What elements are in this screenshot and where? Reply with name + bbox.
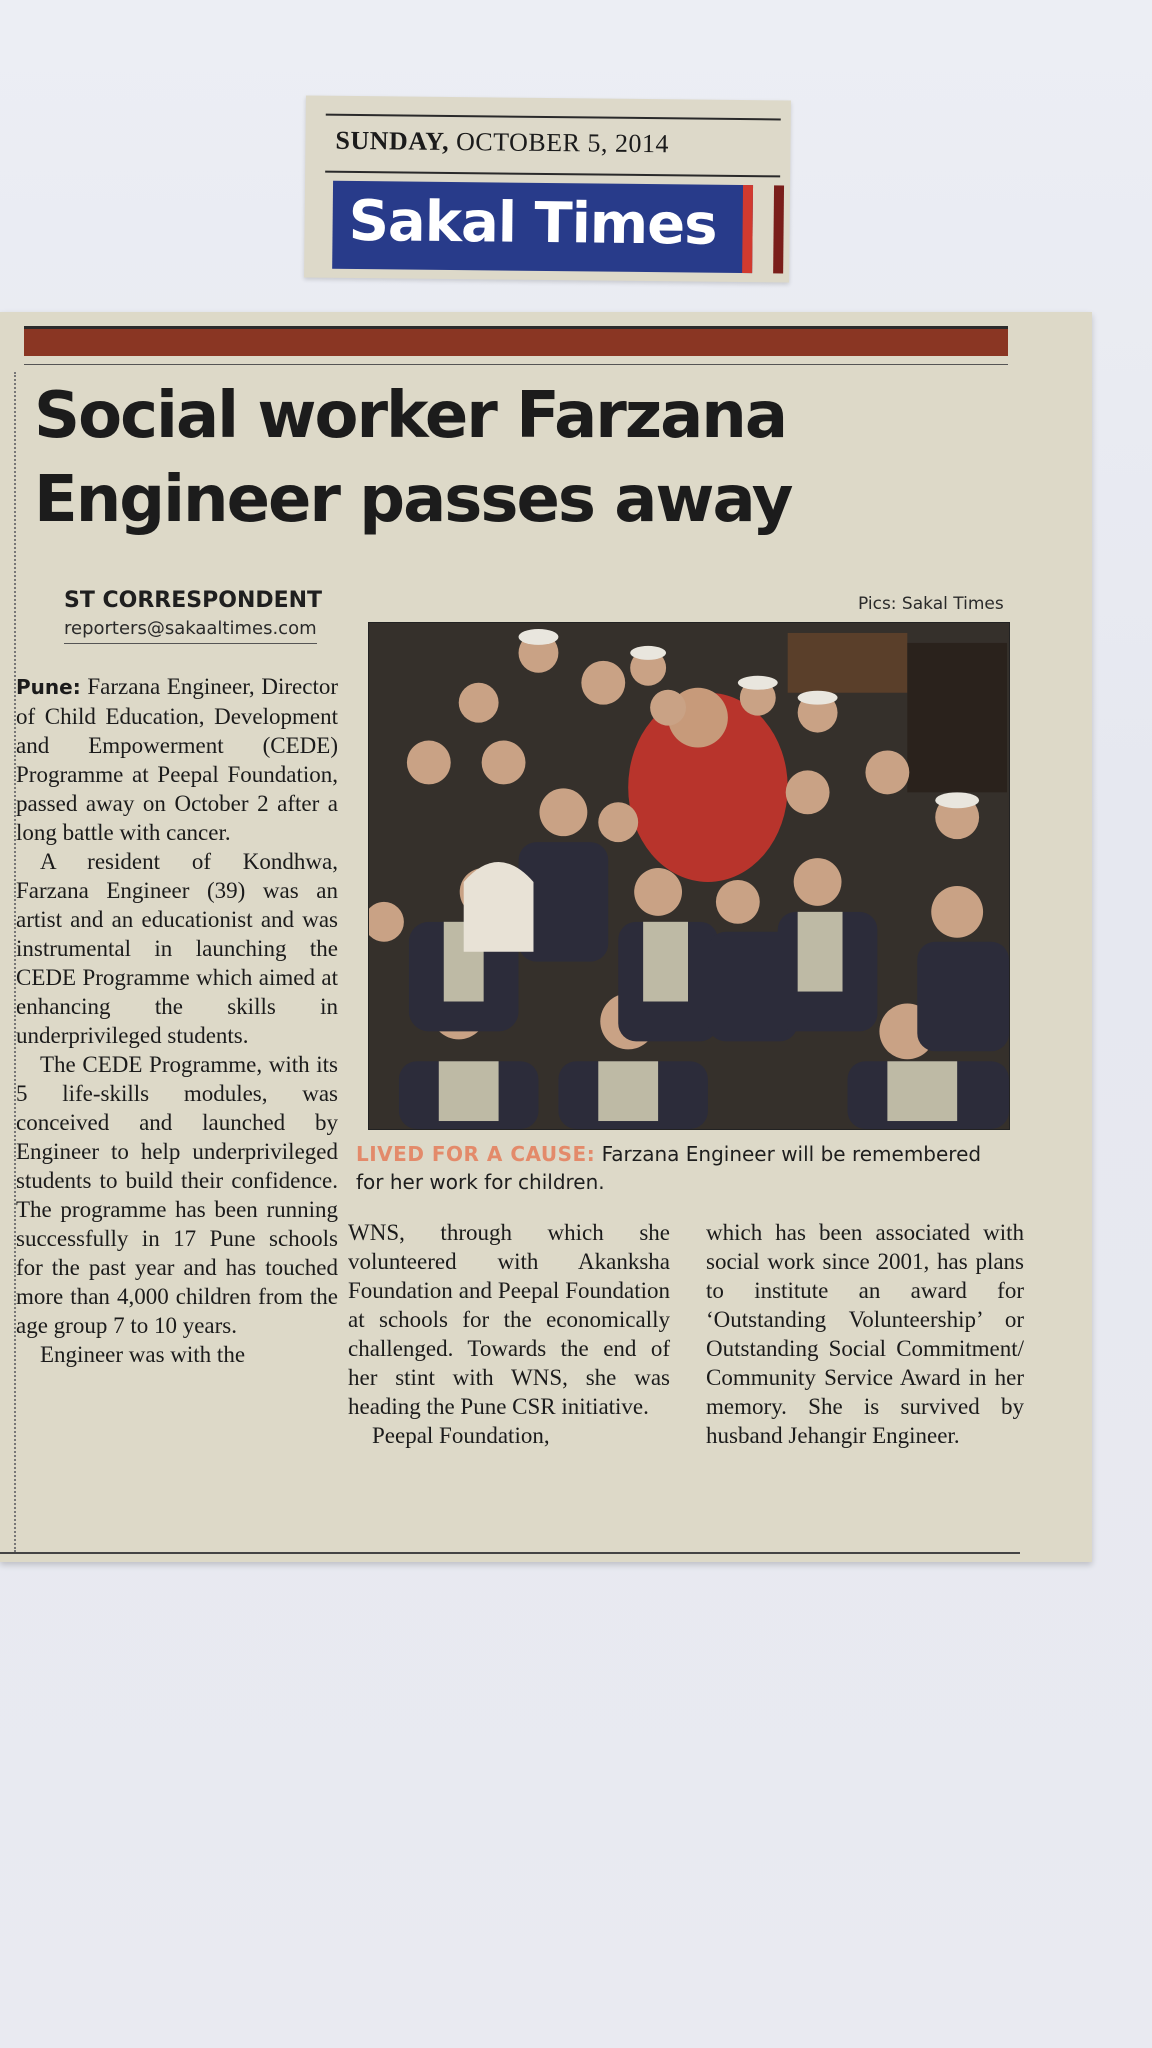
photo-credit: Pics: Sakal Times <box>858 594 1004 614</box>
paragraph: which has been associated with social work since 2001, has plans to institute an award for ‘Outstanding Volunteership’ or Outstanding Social Commitment/ Community Service Award in her memory. She is survived by husband Jehangir Engineer. <box>706 1220 1024 1448</box>
masthead-date-text: OCTOBER 5, 2014 <box>455 127 670 159</box>
masthead-clipping <box>304 95 791 282</box>
paragraph: Peepal Foundation, <box>372 1423 550 1448</box>
dateline: Pune: <box>16 675 81 699</box>
article-column-2 <box>348 1218 670 1450</box>
paragraph-text: Farzana Engineer, Director of Child Education, Development and Empowerment (CEDE) Programme at Peepal Foundation, passed away on October 2 after a long battle with cancer. <box>16 674 338 845</box>
section-rule <box>24 364 1008 365</box>
newspaper-name: Sakal Times <box>348 188 717 258</box>
newspaper-logo <box>332 181 753 273</box>
paragraph: Engineer was with the <box>40 1342 246 1367</box>
paragraph: The CEDE Programme, with its 5 life-skills modules, was conceived and launched by Engineer to help underprivileged students to build their confidence. The programme has been running successfully in 17 Pune schools for the past year and has touched more than 4,000 children from the age group 7 to 10 years. <box>16 1052 338 1338</box>
section-color-bar <box>24 326 1008 356</box>
masthead-mid-rule <box>325 171 780 178</box>
masthead-top-rule <box>326 114 781 121</box>
article-column-1 <box>16 672 338 1369</box>
photo-caption <box>356 1140 1006 1196</box>
paragraph <box>16 672 338 847</box>
children-photo-illustration <box>369 623 1009 1129</box>
byline: ST CORRESPONDENT <box>64 588 323 613</box>
article-column-3 <box>706 1218 1024 1450</box>
headline: Social worker Farzana Engineer passes away <box>34 379 792 537</box>
masthead-day: SUNDAY, <box>335 125 450 156</box>
paragraph: A resident of Kondhwa, Farzana Engineer (39) was an artist and an educationist and was instrumental in launching the CEDE Programme which aimed at enhancing the skills in underprivileged students. <box>16 849 338 1048</box>
reporter-email: reporters@sakaaltimes.com <box>64 618 317 644</box>
paragraph: WNS, through which she volunteered with Akanksha Foundation and Peepal Foundation at schools for the economically challenged. Towards the end of her stint with WNS, she was heading the Pune CSR initiative. <box>348 1220 670 1419</box>
article-clipping <box>0 312 1092 1562</box>
logo-edge <box>773 185 784 273</box>
caption-kicker: LIVED FOR A CAUSE: <box>356 1142 596 1166</box>
group-photo <box>368 622 1010 1130</box>
masthead-date <box>335 126 669 159</box>
bottom-rule <box>0 1552 1020 1554</box>
caption-text: Farzana Engineer will be remembered for her work for children. <box>356 1142 982 1194</box>
